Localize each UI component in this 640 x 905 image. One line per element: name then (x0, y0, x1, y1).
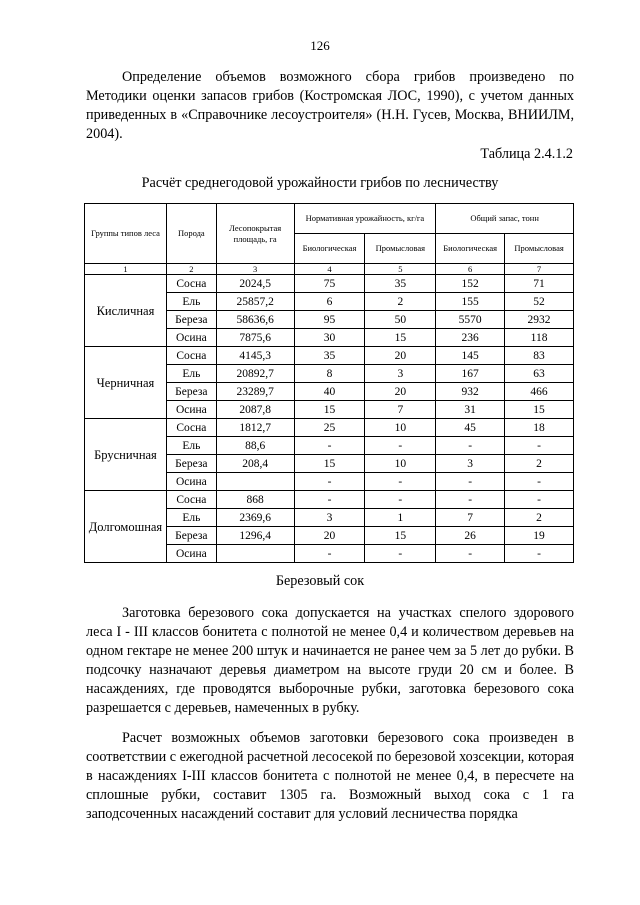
yield-commercial-cell: 2 (365, 293, 436, 311)
yield-commercial-cell: 20 (365, 383, 436, 401)
species-cell: Ель (166, 437, 216, 455)
column-number: 2 (166, 264, 216, 275)
table-row (85, 347, 574, 365)
yield-biological-cell: 15 (294, 401, 365, 419)
area-cell: 2024,5 (216, 275, 294, 293)
column-number: 3 (216, 264, 294, 275)
section-heading: Березовый сок (275, 573, 365, 589)
yield-commercial-cell: 20 (365, 347, 436, 365)
yield-biological-cell: - (294, 473, 365, 491)
yield-commercial-cell: - (365, 437, 436, 455)
species-cell: Сосна (166, 347, 216, 365)
stock-biological-cell: - (436, 473, 505, 491)
yield-biological-cell: 15 (294, 455, 365, 473)
yield-commercial-cell: 1 (365, 509, 436, 527)
column-number: 6 (436, 264, 505, 275)
stock-biological-cell: 932 (436, 383, 505, 401)
forest-type-group-cell: Брусничная (85, 419, 167, 491)
yield-biological-cell: 95 (294, 311, 365, 329)
area-cell: 23289,7 (216, 383, 294, 401)
area-cell: 868 (216, 491, 294, 509)
yield-biological-cell: 3 (294, 509, 365, 527)
area-cell: 4145,3 (216, 347, 294, 365)
column-number: 5 (365, 264, 436, 275)
species-cell: Осина (166, 401, 216, 419)
area-cell: 1296,4 (216, 527, 294, 545)
area-cell: 2087,8 (216, 401, 294, 419)
header-species: Порода (166, 204, 216, 264)
species-cell: Сосна (166, 275, 216, 293)
species-cell: Береза (166, 527, 216, 545)
stock-biological-cell: 31 (436, 401, 505, 419)
yield-biological-cell: - (294, 437, 365, 455)
header-yield-commercial: Промысловая (365, 234, 436, 264)
table-row (85, 491, 574, 509)
stock-biological-cell: 155 (436, 293, 505, 311)
area-cell: 7875,6 (216, 329, 294, 347)
species-cell: Ель (166, 365, 216, 383)
stock-commercial-cell: 18 (505, 419, 574, 437)
area-cell: 25857,2 (216, 293, 294, 311)
page-number: 126 (310, 38, 330, 53)
stock-biological-cell: 167 (436, 365, 505, 383)
yield-biological-cell: 30 (294, 329, 365, 347)
yield-commercial-cell: - (365, 491, 436, 509)
species-cell: Береза (166, 383, 216, 401)
table-row (85, 275, 574, 293)
yield-commercial-cell: 50 (365, 311, 436, 329)
stock-commercial-cell: 2 (505, 509, 574, 527)
species-cell: Осина (166, 329, 216, 347)
stock-biological-cell: 145 (436, 347, 505, 365)
stock-commercial-cell: 63 (505, 365, 574, 383)
stock-commercial-cell: 15 (505, 401, 574, 419)
stock-commercial-cell: - (505, 437, 574, 455)
yield-biological-cell: 8 (294, 365, 365, 383)
yield-commercial-cell: 10 (365, 419, 436, 437)
yield-commercial-cell: 3 (365, 365, 436, 383)
header-forest-type-groups: Группы типов леса (85, 204, 167, 264)
column-number: 1 (85, 264, 167, 275)
header-yield-biological: Биологическая (294, 234, 365, 264)
stock-commercial-cell: 83 (505, 347, 574, 365)
stock-commercial-cell: 52 (505, 293, 574, 311)
species-cell: Береза (166, 455, 216, 473)
column-number-row (85, 264, 574, 275)
yield-commercial-cell: 15 (365, 329, 436, 347)
header-forested-area: Лесопокрытая площадь, га (216, 204, 294, 264)
stock-biological-cell: 152 (436, 275, 505, 293)
stock-biological-cell: - (436, 437, 505, 455)
yield-commercial-cell: - (365, 473, 436, 491)
header-normative-yield: Нормативная урожайность, кг/га (294, 204, 436, 234)
stock-commercial-cell: 19 (505, 527, 574, 545)
yield-commercial-cell: 15 (365, 527, 436, 545)
yield-biological-cell: 40 (294, 383, 365, 401)
yield-biological-cell: 20 (294, 527, 365, 545)
header-total-stock: Общий запас, тонн (436, 204, 574, 234)
area-cell: 58636,6 (216, 311, 294, 329)
stock-commercial-cell: - (505, 545, 574, 563)
species-cell: Береза (166, 311, 216, 329)
stock-biological-cell: - (436, 491, 505, 509)
yield-commercial-cell: 7 (365, 401, 436, 419)
stock-biological-cell: 3 (436, 455, 505, 473)
header-stock-biological: Биологическая (436, 234, 505, 264)
yield-biological-cell: 6 (294, 293, 365, 311)
stock-biological-cell: 236 (436, 329, 505, 347)
species-cell: Ель (166, 509, 216, 527)
column-number: 4 (294, 264, 365, 275)
species-cell: Сосна (166, 419, 216, 437)
area-cell: 2369,6 (216, 509, 294, 527)
yield-biological-cell: 35 (294, 347, 365, 365)
birch-sap-paragraph-2: Расчет возможных объемов заготовки березового сока произведен в соответствии с ежегодной расчетной лесосекой по березовой хозсекции, которая в насаждениях I-III классов бонитета с полнотой не менее 0,4, в пересчете на сплошные рубки, составит 1305 га. Возможный выход сока с 1 га заподсоченных насаждений составит для условий лесничества порядка (86, 730, 574, 822)
stock-commercial-cell: 2 (505, 455, 574, 473)
yield-biological-cell: - (294, 491, 365, 509)
species-cell: Ель (166, 293, 216, 311)
area-cell (216, 545, 294, 563)
area-cell: 88,6 (216, 437, 294, 455)
stock-commercial-cell: 118 (505, 329, 574, 347)
forest-type-group-cell: Черничная (85, 347, 167, 419)
species-cell: Сосна (166, 491, 216, 509)
table-row (85, 419, 574, 437)
species-cell: Осина (166, 545, 216, 563)
table-title: Расчёт среднегодовой урожайности грибов по лесничеству (141, 175, 499, 191)
stock-biological-cell: 7 (436, 509, 505, 527)
yield-biological-cell: 25 (294, 419, 365, 437)
stock-commercial-cell: - (505, 491, 574, 509)
intro-paragraph: Определение объемов возможного сбора грибов произведено по Методики оценки запасов грибов (Костромская ЛОС, 1990), с учетом данных приведенных в «Справочнике лесоустроителя» (Н.Н. Гусев, Москва, ВНИИЛМ, 2004). (86, 69, 574, 142)
stock-biological-cell: 26 (436, 527, 505, 545)
area-cell: 208,4 (216, 455, 294, 473)
mushroom-yield-table (84, 203, 574, 563)
stock-commercial-cell: - (505, 473, 574, 491)
stock-commercial-cell: 466 (505, 383, 574, 401)
yield-biological-cell: - (294, 545, 365, 563)
forest-type-group-cell: Долгомошная (85, 491, 167, 563)
stock-biological-cell: 5570 (436, 311, 505, 329)
yield-commercial-cell: - (365, 545, 436, 563)
area-cell: 20892,7 (216, 365, 294, 383)
column-number: 7 (505, 264, 574, 275)
yield-commercial-cell: 35 (365, 275, 436, 293)
stock-biological-cell: 45 (436, 419, 505, 437)
birch-sap-paragraph-1: Заготовка березового сока допускается на участках спелого здорового леса I - III классов бонитета с полнотой не менее 0,4 и количеством деревьев на одном гектаре не менее 200 штук и начинается не ранее чем за 5 лет до рубки. В подсочку назначают деревья диаметром на высоте груди 20 см и более. В насаждениях, где проводятся выборочные рубки, заготовка березового сока разрешается с деревьев, намеченных в рубку. (86, 605, 574, 716)
yield-commercial-cell: 10 (365, 455, 436, 473)
stock-commercial-cell: 71 (505, 275, 574, 293)
species-cell: Осина (166, 473, 216, 491)
header-stock-commercial: Промысловая (505, 234, 574, 264)
area-cell (216, 473, 294, 491)
yield-biological-cell: 75 (294, 275, 365, 293)
stock-biological-cell: - (436, 545, 505, 563)
forest-type-group-cell: Кисличная (85, 275, 167, 347)
area-cell: 1812,7 (216, 419, 294, 437)
stock-commercial-cell: 2932 (505, 311, 574, 329)
table-reference: Таблица 2.4.1.2 (480, 146, 573, 162)
